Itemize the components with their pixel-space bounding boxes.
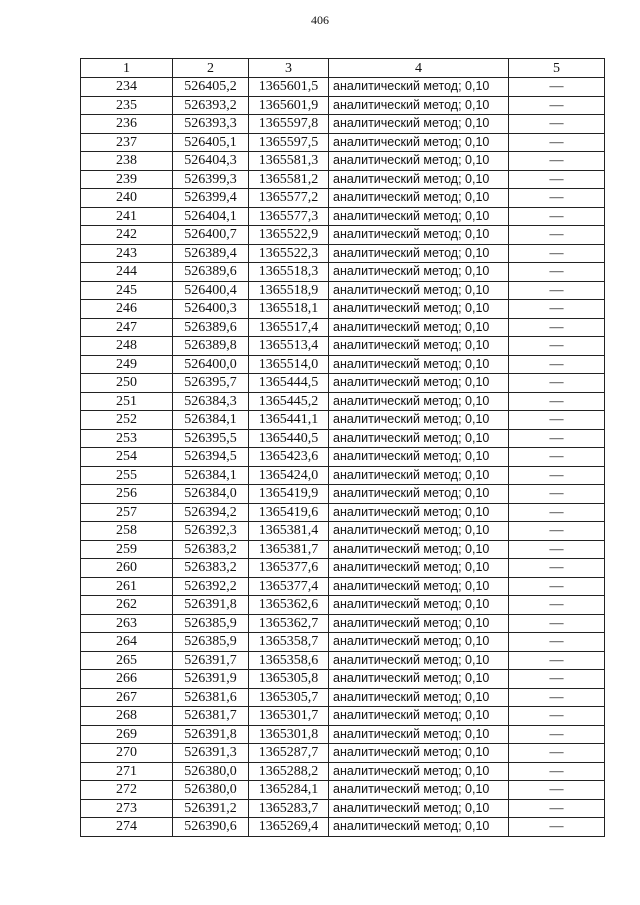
table-row bbox=[81, 485, 605, 504]
x-coordinate-cell: 526392,3 bbox=[173, 522, 249, 541]
y-coordinate-cell: 1365440,5 bbox=[249, 429, 329, 448]
y-coordinate-cell: 1365305,8 bbox=[249, 670, 329, 689]
note-cell: — bbox=[509, 485, 605, 504]
x-coordinate-cell: 526391,3 bbox=[173, 744, 249, 763]
note-cell: — bbox=[509, 392, 605, 411]
method-cell: аналитический метод; 0,10 bbox=[329, 522, 509, 541]
coordinates-table bbox=[80, 58, 605, 837]
table-row bbox=[81, 633, 605, 652]
method-cell: аналитический метод; 0,10 bbox=[329, 411, 509, 430]
table-row bbox=[81, 540, 605, 559]
note-cell: — bbox=[509, 688, 605, 707]
y-coordinate-cell: 1365358,7 bbox=[249, 633, 329, 652]
y-coordinate-cell: 1365287,7 bbox=[249, 744, 329, 763]
method-cell: аналитический метод; 0,10 bbox=[329, 207, 509, 226]
x-coordinate-cell: 526391,8 bbox=[173, 596, 249, 615]
x-coordinate-cell: 526384,0 bbox=[173, 485, 249, 504]
table-row bbox=[81, 300, 605, 319]
point-number-cell: 265 bbox=[81, 651, 173, 670]
note-cell: — bbox=[509, 300, 605, 319]
method-cell: аналитический метод; 0,10 bbox=[329, 503, 509, 522]
point-number-cell: 250 bbox=[81, 374, 173, 393]
x-coordinate-cell: 526393,3 bbox=[173, 115, 249, 134]
note-cell: — bbox=[509, 281, 605, 300]
column-header: 1 bbox=[81, 59, 173, 78]
y-coordinate-cell: 1365269,4 bbox=[249, 818, 329, 837]
x-coordinate-cell: 526380,0 bbox=[173, 781, 249, 800]
point-number-cell: 262 bbox=[81, 596, 173, 615]
note-cell: — bbox=[509, 781, 605, 800]
point-number-cell: 241 bbox=[81, 207, 173, 226]
method-cell: аналитический метод; 0,10 bbox=[329, 318, 509, 337]
note-cell: — bbox=[509, 799, 605, 818]
y-coordinate-cell: 1365441,1 bbox=[249, 411, 329, 430]
x-coordinate-cell: 526389,6 bbox=[173, 318, 249, 337]
note-cell: — bbox=[509, 96, 605, 115]
note-cell: — bbox=[509, 189, 605, 208]
note-cell: — bbox=[509, 670, 605, 689]
note-cell: — bbox=[509, 263, 605, 282]
y-coordinate-cell: 1365513,4 bbox=[249, 337, 329, 356]
table-row bbox=[81, 318, 605, 337]
table-row bbox=[81, 762, 605, 781]
x-coordinate-cell: 526393,2 bbox=[173, 96, 249, 115]
point-number-cell: 271 bbox=[81, 762, 173, 781]
table-row bbox=[81, 115, 605, 134]
x-coordinate-cell: 526392,2 bbox=[173, 577, 249, 596]
table-row bbox=[81, 725, 605, 744]
note-cell: — bbox=[509, 633, 605, 652]
x-coordinate-cell: 526399,3 bbox=[173, 170, 249, 189]
x-coordinate-cell: 526391,2 bbox=[173, 799, 249, 818]
table-row bbox=[81, 392, 605, 411]
method-cell: аналитический метод; 0,10 bbox=[329, 355, 509, 374]
table-row bbox=[81, 522, 605, 541]
table-row bbox=[81, 133, 605, 152]
y-coordinate-cell: 1365283,7 bbox=[249, 799, 329, 818]
method-cell: аналитический метод; 0,10 bbox=[329, 170, 509, 189]
y-coordinate-cell: 1365381,7 bbox=[249, 540, 329, 559]
y-coordinate-cell: 1365518,1 bbox=[249, 300, 329, 319]
y-coordinate-cell: 1365444,5 bbox=[249, 374, 329, 393]
x-coordinate-cell: 526391,7 bbox=[173, 651, 249, 670]
x-coordinate-cell: 526385,9 bbox=[173, 614, 249, 633]
y-coordinate-cell: 1365577,3 bbox=[249, 207, 329, 226]
x-coordinate-cell: 526381,7 bbox=[173, 707, 249, 726]
point-number-cell: 252 bbox=[81, 411, 173, 430]
y-coordinate-cell: 1365305,7 bbox=[249, 688, 329, 707]
point-number-cell: 261 bbox=[81, 577, 173, 596]
table-row bbox=[81, 263, 605, 282]
point-number-cell: 245 bbox=[81, 281, 173, 300]
note-cell: — bbox=[509, 133, 605, 152]
method-cell: аналитический метод; 0,10 bbox=[329, 688, 509, 707]
y-coordinate-cell: 1365284,1 bbox=[249, 781, 329, 800]
method-cell: аналитический метод; 0,10 bbox=[329, 633, 509, 652]
point-number-cell: 248 bbox=[81, 337, 173, 356]
column-header: 3 bbox=[249, 59, 329, 78]
y-coordinate-cell: 1365518,9 bbox=[249, 281, 329, 300]
method-cell: аналитический метод; 0,10 bbox=[329, 577, 509, 596]
point-number-cell: 269 bbox=[81, 725, 173, 744]
note-cell: — bbox=[509, 448, 605, 467]
method-cell: аналитический метод; 0,10 bbox=[329, 263, 509, 282]
method-cell: аналитический метод; 0,10 bbox=[329, 466, 509, 485]
method-cell: аналитический метод; 0,10 bbox=[329, 707, 509, 726]
table-row bbox=[81, 152, 605, 171]
point-number-cell: 238 bbox=[81, 152, 173, 171]
y-coordinate-cell: 1365601,9 bbox=[249, 96, 329, 115]
y-coordinate-cell: 1365381,4 bbox=[249, 522, 329, 541]
x-coordinate-cell: 526384,1 bbox=[173, 466, 249, 485]
x-coordinate-cell: 526404,3 bbox=[173, 152, 249, 171]
method-cell: аналитический метод; 0,10 bbox=[329, 226, 509, 245]
note-cell: — bbox=[509, 207, 605, 226]
note-cell: — bbox=[509, 596, 605, 615]
x-coordinate-cell: 526380,0 bbox=[173, 762, 249, 781]
point-number-cell: 255 bbox=[81, 466, 173, 485]
note-cell: — bbox=[509, 522, 605, 541]
point-number-cell: 273 bbox=[81, 799, 173, 818]
table-row bbox=[81, 503, 605, 522]
point-number-cell: 257 bbox=[81, 503, 173, 522]
y-coordinate-cell: 1365423,6 bbox=[249, 448, 329, 467]
table-row bbox=[81, 744, 605, 763]
note-cell: — bbox=[509, 170, 605, 189]
method-cell: аналитический метод; 0,10 bbox=[329, 96, 509, 115]
note-cell: — bbox=[509, 337, 605, 356]
point-number-cell: 253 bbox=[81, 429, 173, 448]
method-cell: аналитический метод; 0,10 bbox=[329, 189, 509, 208]
method-cell: аналитический метод; 0,10 bbox=[329, 133, 509, 152]
y-coordinate-cell: 1365514,0 bbox=[249, 355, 329, 374]
point-number-cell: 263 bbox=[81, 614, 173, 633]
point-number-cell: 244 bbox=[81, 263, 173, 282]
table-row bbox=[81, 651, 605, 670]
method-cell: аналитический метод; 0,10 bbox=[329, 392, 509, 411]
y-coordinate-cell: 1365445,2 bbox=[249, 392, 329, 411]
x-coordinate-cell: 526383,2 bbox=[173, 559, 249, 578]
x-coordinate-cell: 526399,4 bbox=[173, 189, 249, 208]
table-row bbox=[81, 189, 605, 208]
table-row bbox=[81, 411, 605, 430]
method-cell: аналитический метод; 0,10 bbox=[329, 152, 509, 171]
method-cell: аналитический метод; 0,10 bbox=[329, 337, 509, 356]
note-cell: — bbox=[509, 244, 605, 263]
x-coordinate-cell: 526394,5 bbox=[173, 448, 249, 467]
point-number-cell: 264 bbox=[81, 633, 173, 652]
x-coordinate-cell: 526383,2 bbox=[173, 540, 249, 559]
method-cell: аналитический метод; 0,10 bbox=[329, 818, 509, 837]
point-number-cell: 272 bbox=[81, 781, 173, 800]
note-cell: — bbox=[509, 78, 605, 97]
point-number-cell: 256 bbox=[81, 485, 173, 504]
y-coordinate-cell: 1365301,7 bbox=[249, 707, 329, 726]
y-coordinate-cell: 1365601,5 bbox=[249, 78, 329, 97]
note-cell: — bbox=[509, 559, 605, 578]
y-coordinate-cell: 1365518,3 bbox=[249, 263, 329, 282]
table-row bbox=[81, 559, 605, 578]
point-number-cell: 249 bbox=[81, 355, 173, 374]
table-row bbox=[81, 355, 605, 374]
x-coordinate-cell: 526394,2 bbox=[173, 503, 249, 522]
method-cell: аналитический метод; 0,10 bbox=[329, 78, 509, 97]
table-row bbox=[81, 226, 605, 245]
method-cell: аналитический метод; 0,10 bbox=[329, 614, 509, 633]
method-cell: аналитический метод; 0,10 bbox=[329, 300, 509, 319]
x-coordinate-cell: 526400,3 bbox=[173, 300, 249, 319]
x-coordinate-cell: 526400,7 bbox=[173, 226, 249, 245]
point-number-cell: 236 bbox=[81, 115, 173, 134]
y-coordinate-cell: 1365577,2 bbox=[249, 189, 329, 208]
y-coordinate-cell: 1365377,4 bbox=[249, 577, 329, 596]
method-cell: аналитический метод; 0,10 bbox=[329, 559, 509, 578]
note-cell: — bbox=[509, 411, 605, 430]
point-number-cell: 259 bbox=[81, 540, 173, 559]
note-cell: — bbox=[509, 744, 605, 763]
method-cell: аналитический метод; 0,10 bbox=[329, 762, 509, 781]
x-coordinate-cell: 526391,8 bbox=[173, 725, 249, 744]
x-coordinate-cell: 526400,4 bbox=[173, 281, 249, 300]
method-cell: аналитический метод; 0,10 bbox=[329, 781, 509, 800]
point-number-cell: 268 bbox=[81, 707, 173, 726]
method-cell: аналитический метод; 0,10 bbox=[329, 244, 509, 263]
table-row bbox=[81, 448, 605, 467]
point-number-cell: 240 bbox=[81, 189, 173, 208]
point-number-cell: 274 bbox=[81, 818, 173, 837]
y-coordinate-cell: 1365424,0 bbox=[249, 466, 329, 485]
table-body bbox=[81, 78, 605, 837]
y-coordinate-cell: 1365362,7 bbox=[249, 614, 329, 633]
method-cell: аналитический метод; 0,10 bbox=[329, 429, 509, 448]
note-cell: — bbox=[509, 466, 605, 485]
table-row bbox=[81, 781, 605, 800]
table-header-row bbox=[81, 59, 605, 78]
point-number-cell: 247 bbox=[81, 318, 173, 337]
note-cell: — bbox=[509, 355, 605, 374]
method-cell: аналитический метод; 0,10 bbox=[329, 448, 509, 467]
x-coordinate-cell: 526384,3 bbox=[173, 392, 249, 411]
table-row bbox=[81, 614, 605, 633]
table-row bbox=[81, 670, 605, 689]
y-coordinate-cell: 1365581,3 bbox=[249, 152, 329, 171]
table-row bbox=[81, 96, 605, 115]
note-cell: — bbox=[509, 577, 605, 596]
x-coordinate-cell: 526384,1 bbox=[173, 411, 249, 430]
note-cell: — bbox=[509, 614, 605, 633]
x-coordinate-cell: 526404,1 bbox=[173, 207, 249, 226]
table-row bbox=[81, 799, 605, 818]
method-cell: аналитический метод; 0,10 bbox=[329, 799, 509, 818]
point-number-cell: 270 bbox=[81, 744, 173, 763]
x-coordinate-cell: 526390,6 bbox=[173, 818, 249, 837]
point-number-cell: 258 bbox=[81, 522, 173, 541]
page-number: 406 bbox=[311, 13, 329, 27]
table-row bbox=[81, 688, 605, 707]
table-row bbox=[81, 207, 605, 226]
point-number-cell: 242 bbox=[81, 226, 173, 245]
method-cell: аналитический метод; 0,10 bbox=[329, 374, 509, 393]
y-coordinate-cell: 1365301,8 bbox=[249, 725, 329, 744]
y-coordinate-cell: 1365517,4 bbox=[249, 318, 329, 337]
note-cell: — bbox=[509, 762, 605, 781]
column-header: 5 bbox=[509, 59, 605, 78]
point-number-cell: 260 bbox=[81, 559, 173, 578]
note-cell: — bbox=[509, 503, 605, 522]
table-row bbox=[81, 78, 605, 97]
table-row bbox=[81, 337, 605, 356]
y-coordinate-cell: 1365597,5 bbox=[249, 133, 329, 152]
point-number-cell: 254 bbox=[81, 448, 173, 467]
table-row bbox=[81, 596, 605, 615]
point-number-cell: 251 bbox=[81, 392, 173, 411]
y-coordinate-cell: 1365522,9 bbox=[249, 226, 329, 245]
point-number-cell: 235 bbox=[81, 96, 173, 115]
note-cell: — bbox=[509, 818, 605, 837]
x-coordinate-cell: 526400,0 bbox=[173, 355, 249, 374]
x-coordinate-cell: 526381,6 bbox=[173, 688, 249, 707]
x-coordinate-cell: 526389,6 bbox=[173, 263, 249, 282]
x-coordinate-cell: 526405,2 bbox=[173, 78, 249, 97]
note-cell: — bbox=[509, 707, 605, 726]
table-row bbox=[81, 374, 605, 393]
method-cell: аналитический метод; 0,10 bbox=[329, 540, 509, 559]
table-row bbox=[81, 429, 605, 448]
point-number-cell: 239 bbox=[81, 170, 173, 189]
method-cell: аналитический метод; 0,10 bbox=[329, 744, 509, 763]
note-cell: — bbox=[509, 318, 605, 337]
y-coordinate-cell: 1365419,9 bbox=[249, 485, 329, 504]
column-header: 2 bbox=[173, 59, 249, 78]
column-header: 4 bbox=[329, 59, 509, 78]
method-cell: аналитический метод; 0,10 bbox=[329, 651, 509, 670]
method-cell: аналитический метод; 0,10 bbox=[329, 670, 509, 689]
point-number-cell: 246 bbox=[81, 300, 173, 319]
y-coordinate-cell: 1365419,6 bbox=[249, 503, 329, 522]
x-coordinate-cell: 526405,1 bbox=[173, 133, 249, 152]
y-coordinate-cell: 1365362,6 bbox=[249, 596, 329, 615]
note-cell: — bbox=[509, 115, 605, 134]
note-cell: — bbox=[509, 152, 605, 171]
x-coordinate-cell: 526395,7 bbox=[173, 374, 249, 393]
note-cell: — bbox=[509, 226, 605, 245]
method-cell: аналитический метод; 0,10 bbox=[329, 281, 509, 300]
x-coordinate-cell: 526385,9 bbox=[173, 633, 249, 652]
point-number-cell: 243 bbox=[81, 244, 173, 263]
y-coordinate-cell: 1365581,2 bbox=[249, 170, 329, 189]
table-row bbox=[81, 707, 605, 726]
x-coordinate-cell: 526389,4 bbox=[173, 244, 249, 263]
table-row bbox=[81, 577, 605, 596]
point-number-cell: 234 bbox=[81, 78, 173, 97]
table-row bbox=[81, 170, 605, 189]
note-cell: — bbox=[509, 725, 605, 744]
method-cell: аналитический метод; 0,10 bbox=[329, 725, 509, 744]
note-cell: — bbox=[509, 540, 605, 559]
y-coordinate-cell: 1365597,8 bbox=[249, 115, 329, 134]
y-coordinate-cell: 1365288,2 bbox=[249, 762, 329, 781]
x-coordinate-cell: 526395,5 bbox=[173, 429, 249, 448]
table-row bbox=[81, 281, 605, 300]
y-coordinate-cell: 1365377,6 bbox=[249, 559, 329, 578]
note-cell: — bbox=[509, 374, 605, 393]
scan-noise bbox=[20, 893, 340, 899]
point-number-cell: 266 bbox=[81, 670, 173, 689]
note-cell: — bbox=[509, 651, 605, 670]
point-number-cell: 267 bbox=[81, 688, 173, 707]
x-coordinate-cell: 526391,9 bbox=[173, 670, 249, 689]
x-coordinate-cell: 526389,8 bbox=[173, 337, 249, 356]
table-row bbox=[81, 466, 605, 485]
point-number-cell: 237 bbox=[81, 133, 173, 152]
table-row bbox=[81, 818, 605, 837]
method-cell: аналитический метод; 0,10 bbox=[329, 115, 509, 134]
note-cell: — bbox=[509, 429, 605, 448]
table-row bbox=[81, 244, 605, 263]
y-coordinate-cell: 1365522,3 bbox=[249, 244, 329, 263]
method-cell: аналитический метод; 0,10 bbox=[329, 485, 509, 504]
method-cell: аналитический метод; 0,10 bbox=[329, 596, 509, 615]
y-coordinate-cell: 1365358,6 bbox=[249, 651, 329, 670]
